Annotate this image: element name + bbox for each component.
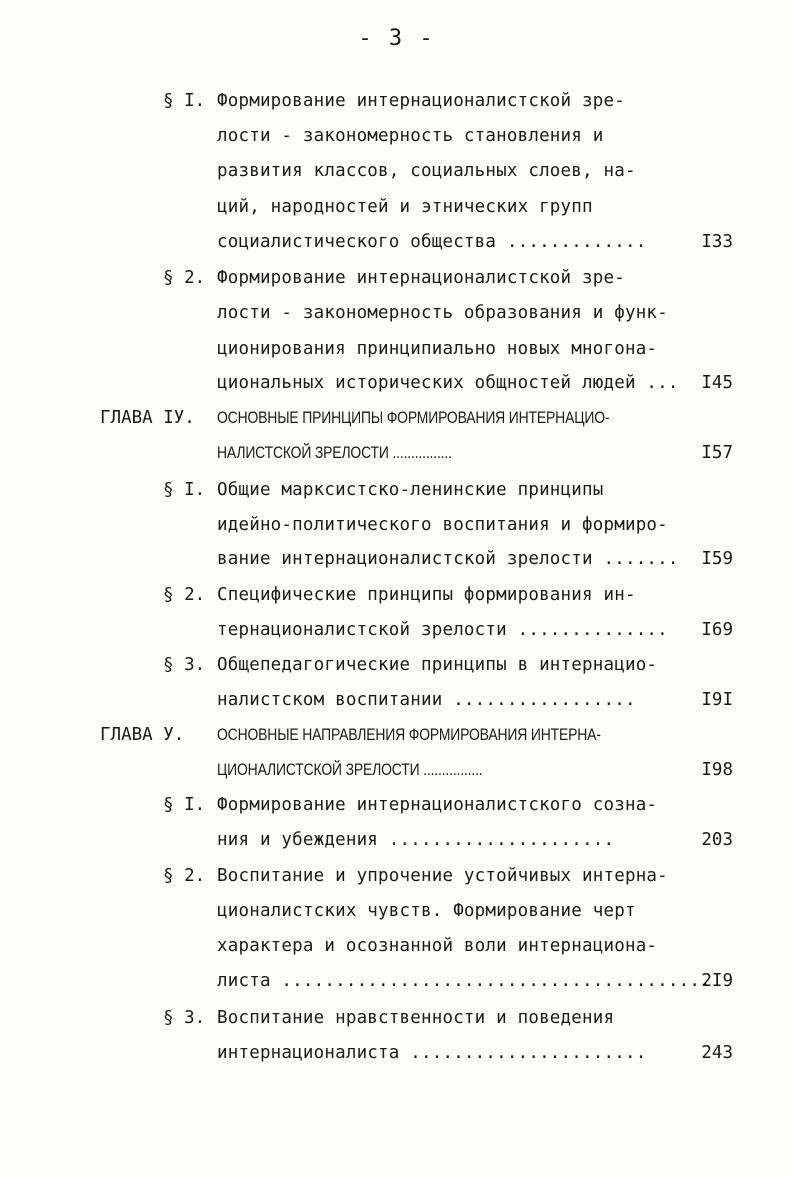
- chapter-title: НАЛИСТСКОЙ ЗРЕЛОСТИ ................: [217, 443, 452, 462]
- page-ref: 2I9: [701, 971, 733, 991]
- toc-line: листа ........................................: [217, 971, 711, 991]
- toc-line: тернационалистской зрелости ..............: [217, 620, 668, 640]
- toc-line: лости - закономерность образования и функ-: [217, 303, 668, 323]
- section-marker: § 3.: [163, 1008, 206, 1028]
- chapter-title: ЦИОНАЛИСТСКОЙ ЗРЕЛОСТИ ................: [217, 760, 483, 779]
- page-ref: I45: [701, 373, 733, 393]
- section-marker: § 2.: [163, 866, 206, 886]
- toc-line: ционалистских чувств. Формирование черт: [217, 901, 636, 921]
- toc-line: ций, народностей и этнических групп: [217, 197, 593, 217]
- page-number: - 3 -: [358, 26, 435, 51]
- section-marker: § I.: [163, 91, 206, 111]
- toc-line: Специфические принципы формирования ин-: [217, 585, 636, 605]
- chapter-label: ГЛАВА У.: [100, 725, 185, 745]
- page-ref: I9I: [701, 690, 733, 710]
- page-ref: I33: [701, 232, 733, 252]
- toc-line: развития классов, социальных слоев, на-: [217, 161, 636, 181]
- page-ref: I57: [701, 443, 733, 463]
- page-ref: I98: [701, 760, 733, 780]
- toc-line: Воспитание и упрочение устойчивых интерна-: [217, 866, 668, 886]
- page-ref: 203: [701, 830, 733, 850]
- section-marker: § 2.: [163, 585, 206, 605]
- page-ref: I69: [701, 620, 733, 640]
- page-ref: I59: [701, 549, 733, 569]
- toc-line: Формирование интернационалистского созна-: [217, 795, 658, 815]
- section-marker: § I.: [163, 795, 206, 815]
- chapter-label: ГЛАВА IУ.: [100, 408, 195, 428]
- toc-line: Формирование интернационалистской зре-: [217, 91, 625, 111]
- toc-line: Общепедагогические принципы в интернацио-: [217, 655, 658, 675]
- toc-line: налистском воспитании .................: [217, 690, 636, 710]
- toc-line: циональных исторических общностей людей ...: [217, 373, 679, 393]
- page-ref: 243: [701, 1043, 733, 1063]
- toc-line: ния и убеждения .....................: [217, 830, 615, 850]
- toc-line: Формирование интернационалистской зре-: [217, 268, 625, 288]
- toc-line: идейно-политического воспитания и формиро-: [217, 515, 668, 535]
- chapter-title: ОСНОВНЫЕ ПРИНЦИПЫ ФОРМИРОВАНИЯ ИНТЕРНАЦИО-: [217, 408, 610, 427]
- toc-line: вание интернационалистской зрелости .......: [217, 549, 679, 569]
- section-marker: § 3.: [163, 655, 206, 675]
- toc-line: лости - закономерность становления и: [217, 126, 604, 146]
- section-marker: § I.: [163, 480, 206, 500]
- chapter-title: ОСНОВНЫЕ НАПРАВЛЕНИЯ ФОРМИРОВАНИЯ ИНТЕРНА-: [217, 725, 601, 744]
- toc-line: Общие марксистско-ленинские принципы: [217, 480, 604, 500]
- toc-line: характера и осознанной воли интернациона-: [217, 936, 658, 956]
- toc-line: социалистического общества .............: [217, 232, 647, 252]
- toc-line: ционирования принципиально новых многона-: [217, 339, 658, 359]
- section-marker: § 2.: [163, 268, 206, 288]
- toc-line: Воспитание нравственности и поведения: [217, 1008, 615, 1028]
- toc-line: интернационалиста ......................: [217, 1043, 647, 1063]
